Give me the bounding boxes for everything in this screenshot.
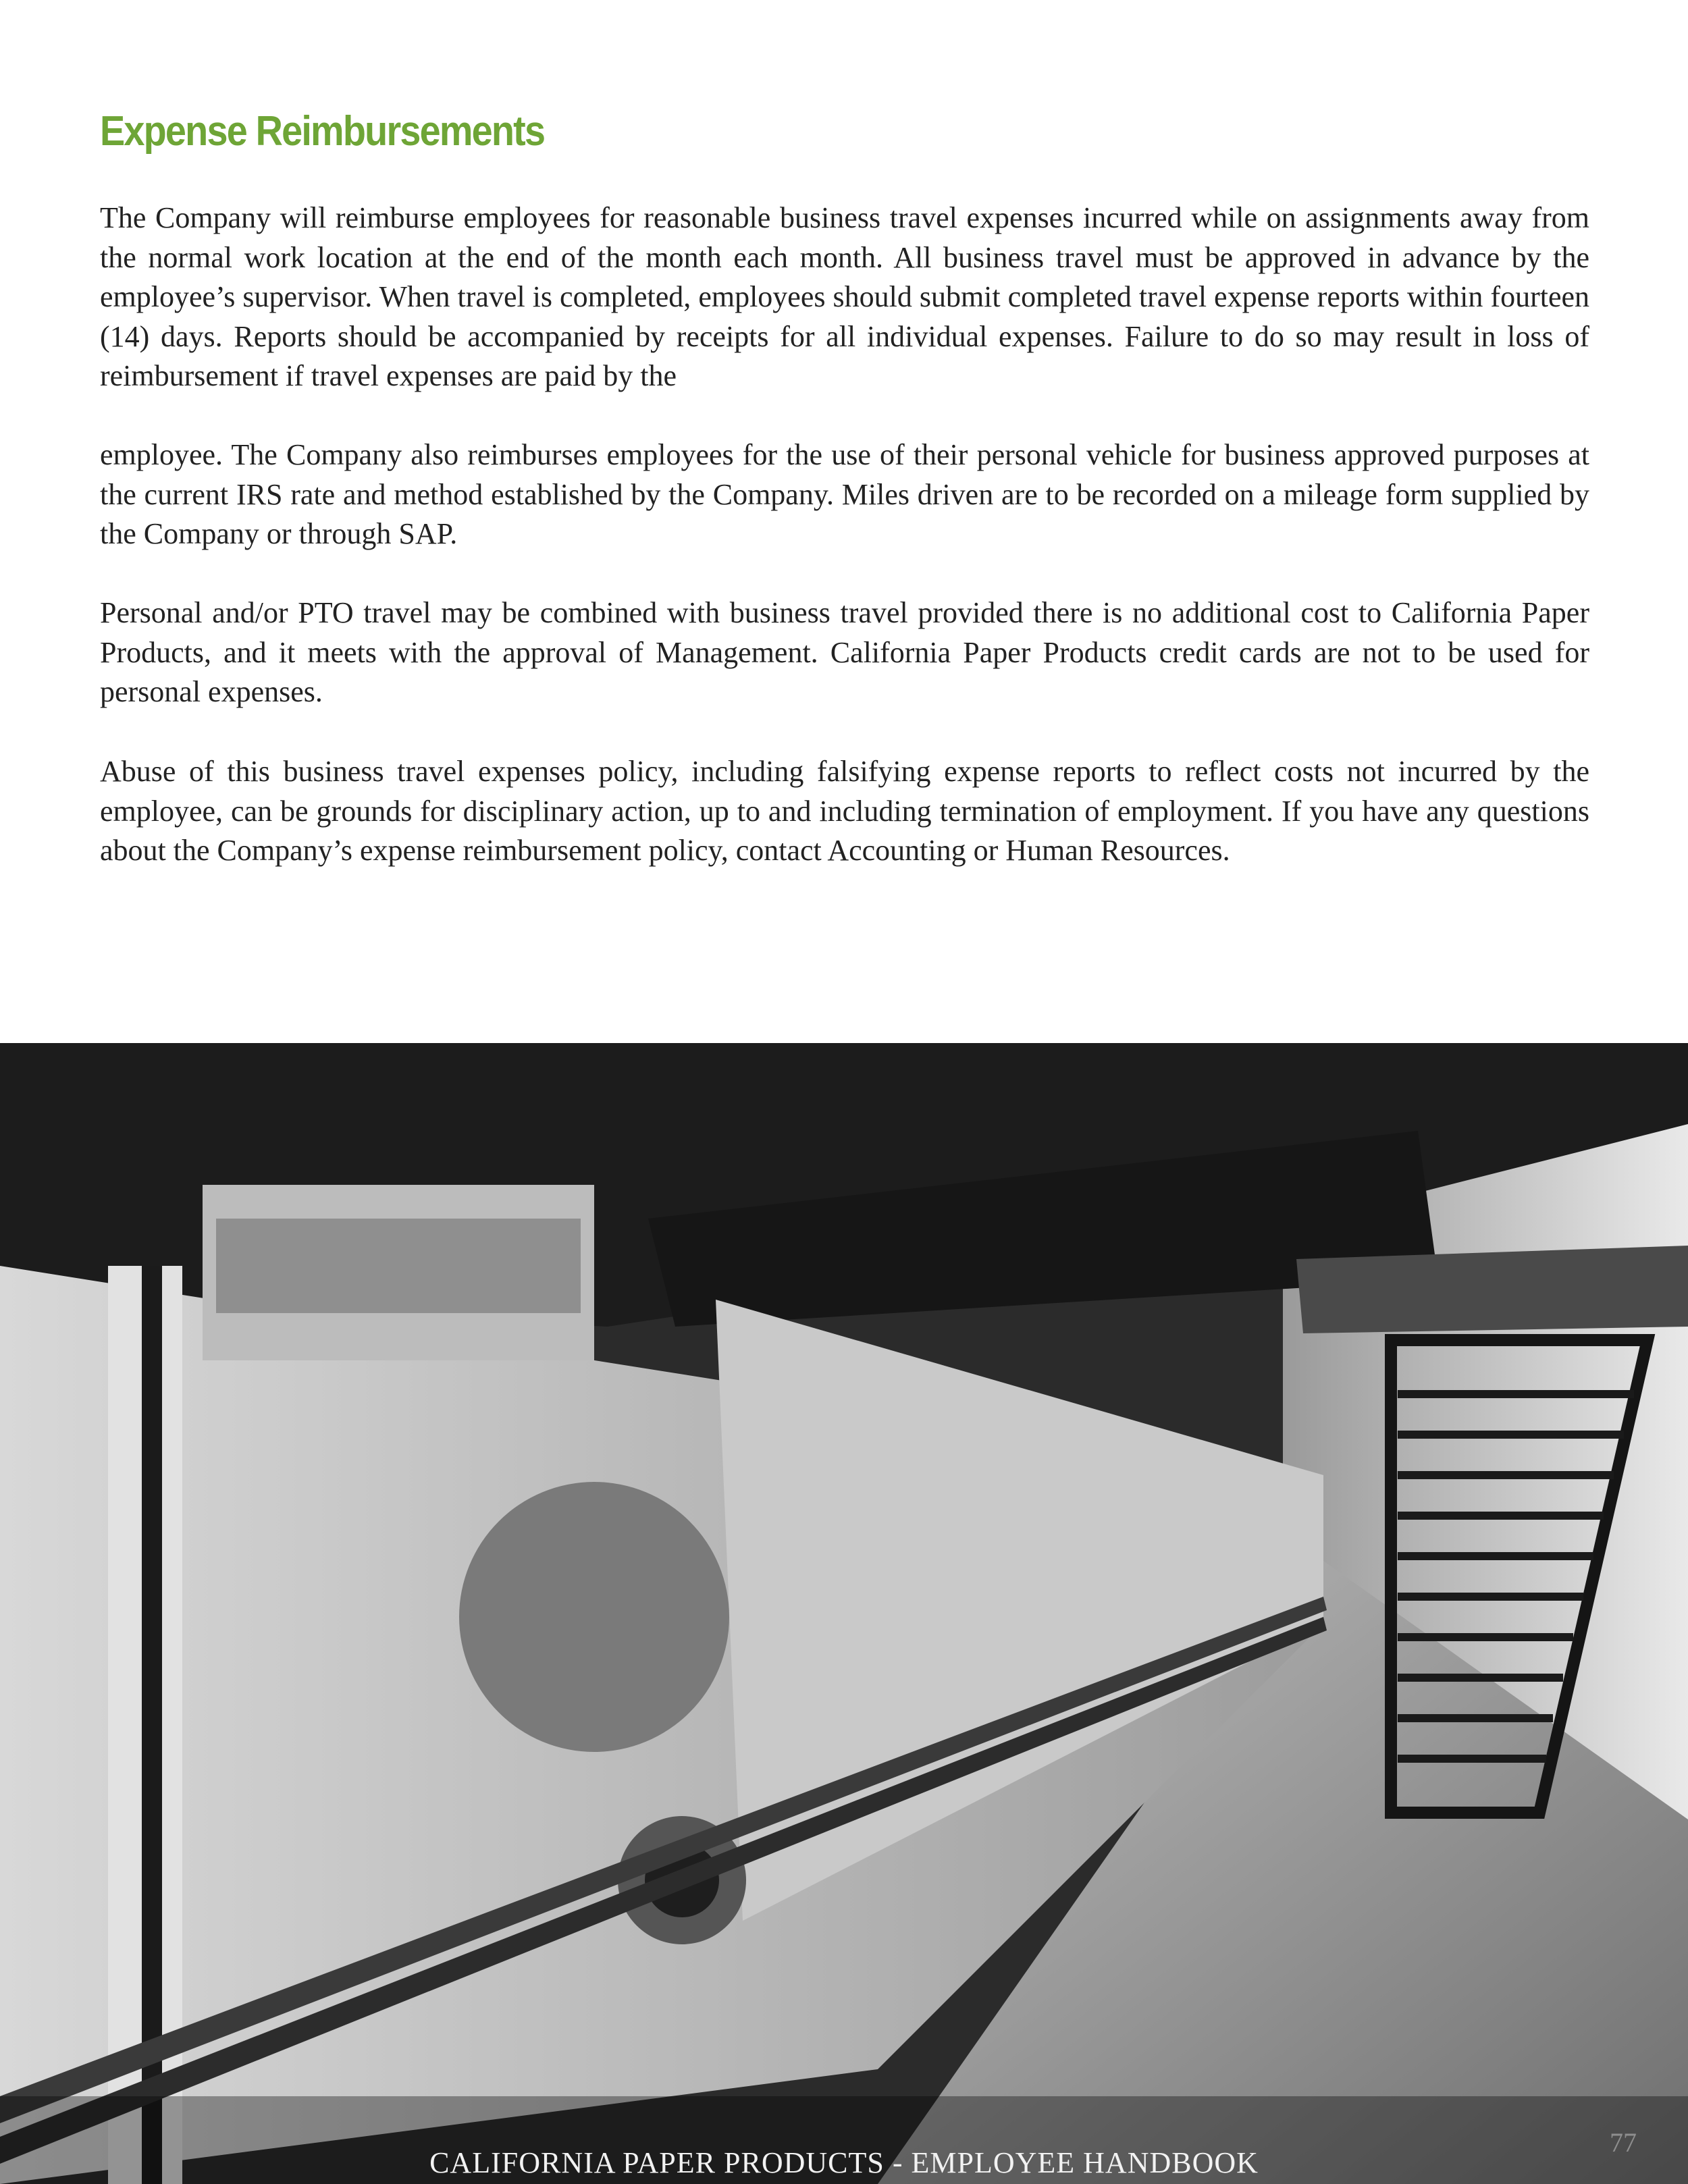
factory-machinery-photo: [0, 1043, 1688, 2184]
handbook-footer: CALIFORNIA PAPER PRODUCTS - EMPLOYEE HANDBOOK: [429, 2146, 1259, 2179]
paragraph-personal-travel: Personal and/or PTO travel may be combined with business travel provided there is no additional cost to California Paper Products, and it meets with the approval of Management. California Paper Products credit cards are not to be used for personal expenses.: [100, 596, 1589, 708]
section-title: Expense Reimbursements: [100, 108, 545, 155]
paragraph-policy-abuse: Abuse of this business travel expenses policy, including falsifying expense reports to reflect costs not incurred by the employee, can be grounds for disciplinary action, up to and including termination of employment. If you have any questions about the Company’s expense reimbursement policy, contact Accounting or Human Resources.: [100, 755, 1589, 867]
paragraph-travel-expenses: The Company will reimburse employees for reasonable business travel expenses incurred while on assignments away from the normal work location at the end of the month each month. All business travel must be approved in advance by the employee’s supervisor. When travel is completed, employees should submit completed travel expense reports within fourteen (14) days. Reports should be accompanied by receipts for all individual expenses. Failure to do so may result in loss of reimbursement if travel expenses are paid by the: [100, 201, 1589, 392]
page-number: 77: [1610, 2127, 1637, 2158]
paragraph-personal-vehicle: employee. The Company also reimburses employees for the use of their personal vehicle for business approved purposes at the current IRS rate and method established by the Company. Miles driven are to be recorded on a mileage form supplied by the Company or through SAP.: [100, 438, 1589, 550]
